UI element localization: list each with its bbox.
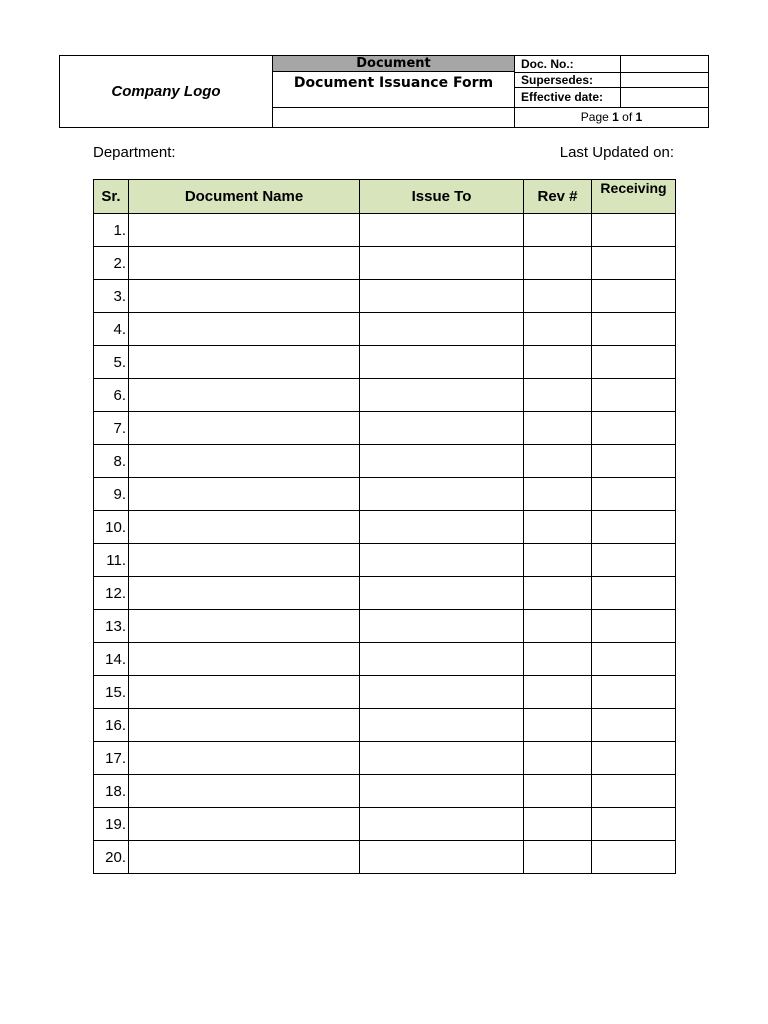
table-row xyxy=(94,610,676,643)
page-number xyxy=(515,108,708,127)
receiving-cell[interactable] xyxy=(592,346,676,379)
document-name-cell[interactable] xyxy=(129,775,360,808)
column-header-issue-to: Issue To xyxy=(360,180,524,214)
issue-to-cell[interactable] xyxy=(360,742,524,775)
receiving-cell[interactable] xyxy=(592,247,676,280)
effective-date-label: Effective date: xyxy=(515,88,621,108)
receiving-cell[interactable] xyxy=(592,511,676,544)
column-header-sr: Sr. xyxy=(94,180,129,214)
row-serial: 15. xyxy=(94,676,129,709)
issue-to-cell[interactable] xyxy=(360,214,524,247)
department-label: Department: xyxy=(93,144,176,161)
issue-to-cell[interactable] xyxy=(360,544,524,577)
column-header-document-name: Document Name xyxy=(129,180,360,214)
receiving-cell[interactable] xyxy=(592,313,676,346)
blank-header-cell xyxy=(273,108,515,127)
receiving-cell[interactable] xyxy=(592,577,676,610)
row-serial: 14. xyxy=(94,643,129,676)
row-serial: 17. xyxy=(94,742,129,775)
issue-to-cell[interactable] xyxy=(360,247,524,280)
rev-cell[interactable] xyxy=(524,445,592,478)
receiving-cell[interactable] xyxy=(592,775,676,808)
page-current: 1 xyxy=(612,110,619,124)
issue-to-cell[interactable] xyxy=(360,511,524,544)
document-name-cell[interactable] xyxy=(129,313,360,346)
table-row xyxy=(94,313,676,346)
last-updated-label: Last Updated on: xyxy=(559,144,674,161)
document-name-cell[interactable] xyxy=(129,808,360,841)
page-total: 1 xyxy=(635,110,643,124)
row-serial: 11. xyxy=(94,544,129,577)
company-logo: Company Logo xyxy=(60,56,273,127)
document-name-cell[interactable] xyxy=(129,379,360,412)
rev-cell[interactable] xyxy=(524,775,592,808)
table-row xyxy=(94,214,676,247)
receiving-cell[interactable] xyxy=(592,808,676,841)
receiving-cell[interactable] xyxy=(592,544,676,577)
table-row xyxy=(94,676,676,709)
receiving-cell[interactable] xyxy=(592,379,676,412)
row-serial: 9. xyxy=(94,478,129,511)
page-prefix: Page xyxy=(580,110,609,124)
receiving-cell[interactable] xyxy=(592,643,676,676)
issue-to-cell[interactable] xyxy=(360,445,524,478)
rev-cell[interactable] xyxy=(524,478,592,511)
document-name-cell[interactable] xyxy=(129,709,360,742)
row-serial: 19. xyxy=(94,808,129,841)
issue-to-cell[interactable] xyxy=(360,709,524,742)
doc-no-field[interactable] xyxy=(621,56,708,73)
row-serial: 3. xyxy=(94,280,129,313)
receiving-cell[interactable] xyxy=(592,841,676,874)
receiving-cell[interactable] xyxy=(592,478,676,511)
row-serial: 8. xyxy=(94,445,129,478)
issue-to-cell[interactable] xyxy=(360,841,524,874)
page-of: of xyxy=(622,110,633,124)
table-row xyxy=(94,544,676,577)
table-row xyxy=(94,577,676,610)
document-name-cell[interactable] xyxy=(129,511,360,544)
issue-to-cell[interactable] xyxy=(360,643,524,676)
issue-to-cell[interactable] xyxy=(360,775,524,808)
table-row xyxy=(94,511,676,544)
issue-to-cell[interactable] xyxy=(360,280,524,313)
issue-to-cell[interactable] xyxy=(360,676,524,709)
document-name-cell[interactable] xyxy=(129,214,360,247)
rev-cell[interactable] xyxy=(524,841,592,874)
row-serial: 5. xyxy=(94,346,129,379)
rev-cell[interactable] xyxy=(524,808,592,841)
row-serial: 6. xyxy=(94,379,129,412)
receiving-cell[interactable] xyxy=(592,676,676,709)
rev-cell[interactable] xyxy=(524,742,592,775)
document-header xyxy=(59,55,709,128)
issuance-table xyxy=(93,179,676,874)
document-name-cell[interactable] xyxy=(129,346,360,379)
issue-to-cell[interactable] xyxy=(360,808,524,841)
document-name-cell[interactable] xyxy=(129,478,360,511)
document-name-cell[interactable] xyxy=(129,610,360,643)
receiving-cell[interactable] xyxy=(592,445,676,478)
rev-cell[interactable] xyxy=(524,412,592,445)
table-header-row xyxy=(94,180,676,214)
table-row xyxy=(94,247,676,280)
document-name-cell[interactable] xyxy=(129,280,360,313)
document-name-cell[interactable] xyxy=(129,412,360,445)
rev-cell[interactable] xyxy=(524,577,592,610)
table-row xyxy=(94,742,676,775)
receiving-cell[interactable] xyxy=(592,742,676,775)
document-name-cell[interactable] xyxy=(129,445,360,478)
row-serial: 7. xyxy=(94,412,129,445)
document-name-cell[interactable] xyxy=(129,247,360,280)
column-header-receiving: Receiving xyxy=(592,180,676,214)
rev-cell[interactable] xyxy=(524,379,592,412)
row-serial: 12. xyxy=(94,577,129,610)
issue-to-cell[interactable] xyxy=(360,313,524,346)
rev-cell[interactable] xyxy=(524,709,592,742)
column-header-rev: Rev # xyxy=(524,180,592,214)
rev-cell[interactable] xyxy=(524,544,592,577)
document-name-cell[interactable] xyxy=(129,841,360,874)
row-serial: 1. xyxy=(94,214,129,247)
document-band-label: Document xyxy=(273,56,515,72)
table-row xyxy=(94,808,676,841)
row-serial: 2. xyxy=(94,247,129,280)
row-serial: 16. xyxy=(94,709,129,742)
rev-cell[interactable] xyxy=(524,247,592,280)
row-serial: 13. xyxy=(94,610,129,643)
table-row xyxy=(94,478,676,511)
document-name-cell[interactable] xyxy=(129,742,360,775)
receiving-cell[interactable] xyxy=(592,610,676,643)
supersedes-field[interactable] xyxy=(621,73,708,88)
issue-to-cell[interactable] xyxy=(360,610,524,643)
document-name-cell[interactable] xyxy=(129,676,360,709)
rev-cell[interactable] xyxy=(524,643,592,676)
issue-to-cell[interactable] xyxy=(360,478,524,511)
receiving-cell[interactable] xyxy=(592,280,676,313)
table-row xyxy=(94,379,676,412)
rev-cell[interactable] xyxy=(524,313,592,346)
table-row xyxy=(94,709,676,742)
receiving-cell[interactable] xyxy=(592,709,676,742)
row-serial: 18. xyxy=(94,775,129,808)
issue-to-cell[interactable] xyxy=(360,412,524,445)
supersedes-label: Supersedes: xyxy=(515,73,621,88)
table-row xyxy=(94,841,676,874)
table-row xyxy=(94,643,676,676)
rev-cell[interactable] xyxy=(524,214,592,247)
row-serial: 20. xyxy=(94,841,129,874)
issue-to-cell[interactable] xyxy=(360,346,524,379)
table-row xyxy=(94,346,676,379)
table-row xyxy=(94,775,676,808)
rev-cell[interactable] xyxy=(524,511,592,544)
doc-no-label: Doc. No.: xyxy=(515,56,621,73)
receiving-cell[interactable] xyxy=(592,412,676,445)
document-name-cell[interactable] xyxy=(129,577,360,610)
issue-to-cell[interactable] xyxy=(360,379,524,412)
receiving-cell[interactable] xyxy=(592,214,676,247)
row-serial: 10. xyxy=(94,511,129,544)
effective-date-field[interactable] xyxy=(621,88,708,108)
row-serial: 4. xyxy=(94,313,129,346)
table-row xyxy=(94,412,676,445)
rev-cell[interactable] xyxy=(524,280,592,313)
issue-to-cell[interactable] xyxy=(360,577,524,610)
table-row xyxy=(94,280,676,313)
document-name-cell[interactable] xyxy=(129,643,360,676)
rev-cell[interactable] xyxy=(524,346,592,379)
table-row xyxy=(94,445,676,478)
rev-cell[interactable] xyxy=(524,610,592,643)
document-name-cell[interactable] xyxy=(129,544,360,577)
rev-cell[interactable] xyxy=(524,676,592,709)
form-title: Document Issuance Form xyxy=(273,72,515,108)
